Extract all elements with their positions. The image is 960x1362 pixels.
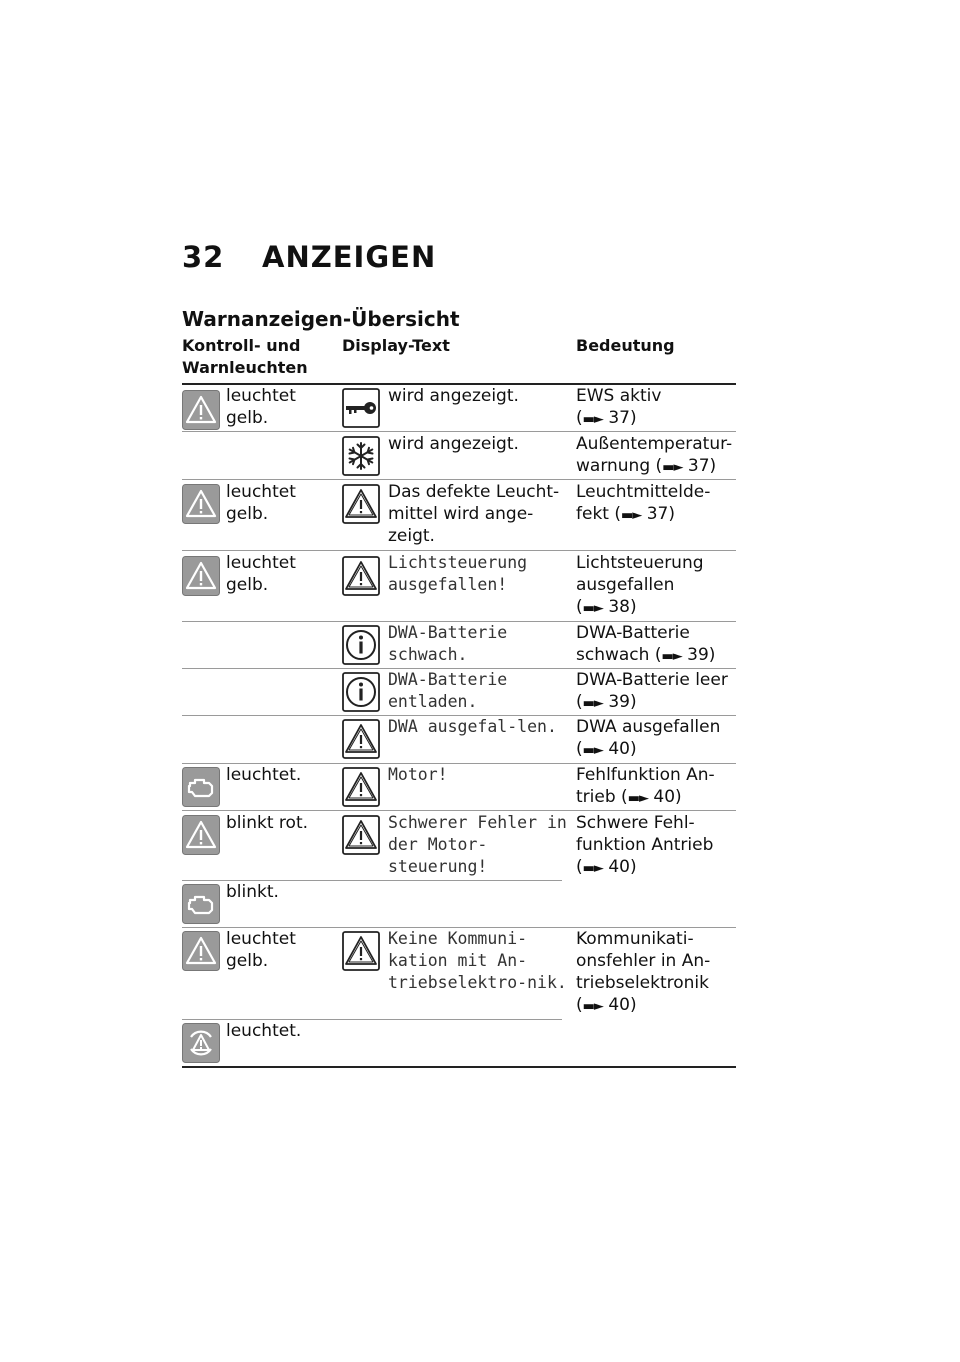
lamp-state: leuchtet. — [226, 765, 302, 785]
reference-page: 38 — [608, 597, 630, 617]
display-text: Schwerer Fehler in der Motor-steuerung! — [388, 813, 567, 876]
table-bottom-rule — [182, 1066, 736, 1068]
reference-page: 39 — [608, 692, 630, 712]
warning-triangle-icon — [342, 931, 380, 971]
page-reference[interactable]: (▬► 40) — [576, 857, 637, 877]
column-header-display-text: Display-Text — [342, 336, 450, 355]
lamp-state: blinkt rot. — [226, 813, 309, 833]
meaning — [576, 716, 736, 762]
page-reference[interactable]: (▬► 39) — [576, 692, 637, 712]
page-reference[interactable]: (▬► 38) — [576, 597, 637, 617]
warning-triangle-lamp-icon — [182, 484, 220, 524]
display-text: wird angezeigt. — [388, 434, 519, 454]
meaning — [576, 812, 736, 880]
lamp-state: leuchtet gelb. — [226, 482, 296, 524]
lamp-state: leuchtet gelb. — [226, 929, 296, 971]
reference-arrow-icon: ▬► — [582, 601, 603, 616]
snowflake-icon — [342, 436, 380, 476]
column-header-lamps: Kontroll- und Warnleuchten — [182, 336, 308, 377]
lamp-state: blinkt. — [226, 882, 279, 902]
reference-arrow-icon: ▬► — [661, 649, 682, 664]
warning-triangle-icon — [342, 767, 380, 807]
reference-arrow-icon: ▬► — [627, 791, 648, 806]
row-divider — [182, 550, 736, 551]
row-divider — [182, 479, 736, 480]
page-reference[interactable]: (▬► 37) — [614, 504, 675, 524]
meaning-text: EWS aktiv — [576, 386, 662, 406]
meaning — [576, 622, 736, 668]
display-text: Das defekte Leucht-mittel wird ange-zeigt. — [388, 482, 560, 546]
meaning — [576, 764, 736, 810]
reference-page: 37 — [687, 456, 710, 476]
reference-arrow-icon: ▬► — [662, 460, 683, 475]
meaning-text: Leuchtmittelde-fekt — [576, 482, 711, 524]
meaning-text: Fehlfunktion An-trieb — [576, 765, 715, 807]
reference-arrow-icon: ▬► — [582, 412, 603, 427]
page-reference[interactable]: (▬► 40) — [576, 739, 637, 759]
warning-triangle-lamp-icon — [182, 390, 220, 430]
reference-page: 40 — [608, 857, 630, 877]
reference-arrow-icon: ▬► — [582, 743, 603, 758]
meaning — [576, 669, 736, 715]
meaning — [576, 481, 736, 527]
lamp-state: leuchtet gelb. — [226, 386, 296, 428]
info-icon — [342, 625, 380, 665]
reference-arrow-icon: ▬► — [621, 508, 642, 523]
meaning-text: Kommunikati-onsfehler in An-triebselektronik — [576, 929, 711, 993]
reference-page: 40 — [608, 995, 630, 1015]
reference-arrow-icon: ▬► — [582, 696, 603, 711]
meaning-text: Schwere Fehl-funktion Antrieb — [576, 813, 714, 855]
meaning — [576, 433, 736, 479]
meaning — [576, 385, 736, 431]
lamp-state: leuchtet gelb. — [226, 553, 296, 595]
section-title: Warnanzeigen-Übersicht — [182, 307, 460, 331]
meaning — [576, 552, 736, 620]
page-reference[interactable]: (▬► 37) — [576, 408, 637, 428]
reference-page: 40 — [653, 787, 676, 807]
meaning-text: DWA ausgefallen — [576, 717, 721, 737]
reference-arrow-icon: ▬► — [582, 861, 603, 876]
reference-page: 40 — [608, 739, 630, 759]
page-reference[interactable]: (▬► 37) — [655, 456, 717, 476]
column-header-meaning: Bedeutung — [576, 336, 675, 355]
row-divider — [182, 431, 736, 432]
chapter-title: ANZEIGEN — [262, 240, 437, 274]
display-text: Lichtsteuerung ausgefallen! — [388, 553, 528, 594]
engine-icon — [182, 767, 220, 807]
warning-triangle-icon — [342, 815, 380, 855]
display-text: Keine Kommuni-kation mit An-triebselektro-nik. — [388, 929, 567, 992]
lamp-state: leuchtet. — [226, 1021, 302, 1041]
meaning-text: DWA-Batterie schwach — [576, 623, 690, 665]
warning-triangle-lamp-icon — [182, 815, 220, 855]
display-text: wird angezeigt. — [388, 386, 519, 406]
display-text: DWA-Batterie schwach. — [388, 623, 508, 664]
reference-page: 37 — [608, 408, 630, 428]
display-text: DWA ausgefal-len. — [388, 717, 557, 736]
drive-warning-icon — [182, 1023, 220, 1063]
page-heading — [182, 240, 436, 274]
page-reference[interactable]: (▬► 40) — [576, 995, 637, 1015]
reference-page: 37 — [646, 504, 669, 524]
info-icon — [342, 672, 380, 712]
warning-triangle-lamp-icon — [182, 556, 220, 596]
page-number: 32 — [182, 240, 225, 274]
meaning-text: DWA-Batterie leer — [576, 670, 728, 690]
page-reference[interactable]: (▬► 39) — [654, 645, 716, 665]
row-divider — [182, 810, 736, 811]
reference-page: 39 — [687, 645, 709, 665]
meaning-text: Außentemperatur-warnung — [576, 434, 733, 476]
display-text: Motor! — [388, 765, 448, 784]
warning-triangle-icon — [342, 484, 380, 524]
engine-icon — [182, 884, 220, 924]
reference-arrow-icon: ▬► — [582, 999, 603, 1014]
meaning-text: Lichtsteuerung ausgefallen — [576, 553, 704, 595]
key-icon — [342, 388, 380, 428]
page-reference[interactable]: (▬► 40) — [621, 787, 682, 807]
display-text: DWA-Batterie entladen. — [388, 670, 508, 711]
meaning — [576, 928, 736, 1018]
warning-triangle-icon — [342, 556, 380, 596]
warning-triangle-icon — [342, 719, 380, 759]
warning-triangle-lamp-icon — [182, 931, 220, 971]
